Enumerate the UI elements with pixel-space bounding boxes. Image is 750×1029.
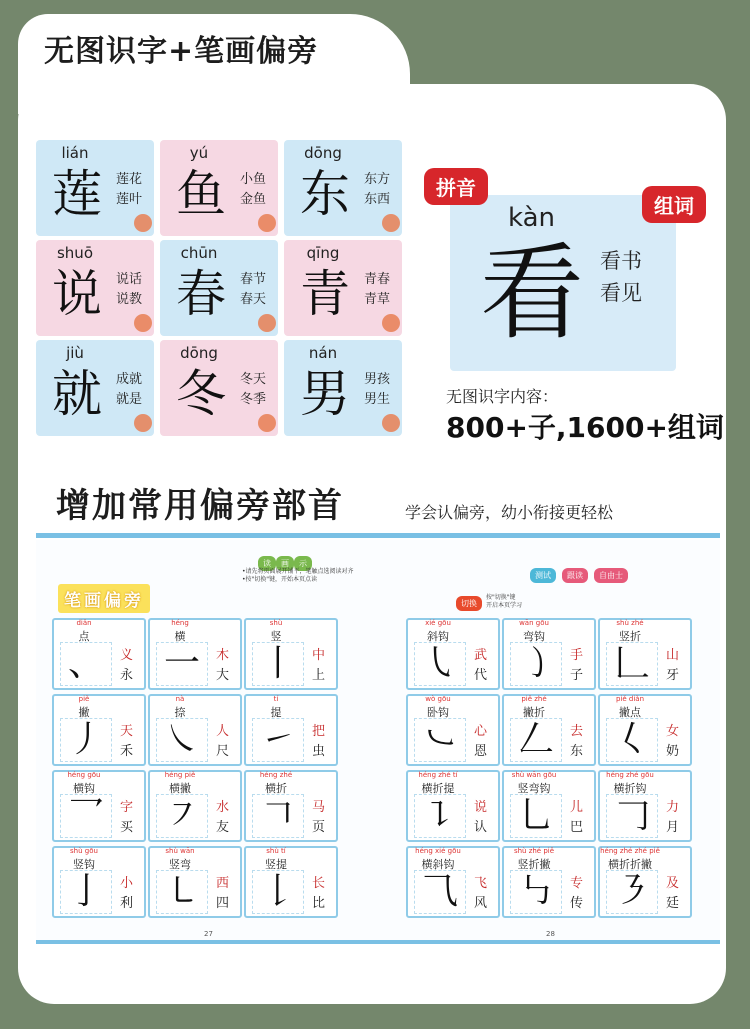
tile-character: 就 [52, 365, 102, 423]
stroke-cell [502, 846, 596, 918]
section-subheading: 学会认偏旁，幼小衔接更轻松 [405, 503, 614, 522]
stroke-example-1: 中 [312, 648, 326, 663]
stroke-glyph: ⺄ [414, 870, 466, 914]
stroke-name: 竖折 [619, 630, 641, 643]
stroke-pinyin: héng gōu [67, 771, 101, 779]
stroke-pinyin: héng zhé [259, 771, 293, 779]
tile-word-2: 春天 [240, 292, 267, 307]
stroke-example-1: 长 [312, 876, 326, 891]
speaker-icon [134, 314, 152, 332]
book-spread [36, 540, 720, 940]
left-tab-2: 画 [276, 556, 294, 571]
stroke-pinyin: héng zhé tí [418, 771, 458, 779]
tile-character: 莲 [52, 165, 102, 223]
stroke-name: 卧钩 [427, 706, 449, 719]
character-tile [284, 340, 402, 436]
stroke-glyph: ㇊ [414, 794, 466, 838]
stroke-example-2: 子 [570, 668, 584, 683]
tile-pinyin: dōng [180, 344, 218, 362]
stroke-example-2: 巴 [570, 820, 584, 835]
stroke-example-1: 西 [216, 876, 230, 891]
tile-word-2: 东西 [364, 192, 391, 207]
stroke-example-1: 马 [312, 800, 326, 815]
stroke-glyph: 丿 [60, 718, 112, 762]
stroke-pinyin: shù wān gōu [511, 771, 557, 779]
stroke-glyph: ㇂ [414, 642, 466, 686]
tile-word-1: 东方 [364, 172, 391, 187]
stroke-name: 横撇 [169, 782, 191, 795]
stroke-name: 斜钩 [427, 630, 449, 643]
stroke-example-2: 永 [120, 668, 134, 683]
pinyin-tag: 拼音 [424, 168, 488, 205]
character-tile [284, 140, 402, 236]
stroke-name: 横折钩 [613, 782, 647, 795]
stroke-glyph: 、 [60, 642, 112, 686]
tile-word-2: 金鱼 [240, 192, 267, 207]
stroke-name: 点 [78, 630, 90, 643]
stroke-glyph: ㇁ [510, 642, 562, 686]
character-tile [284, 240, 402, 336]
tile-character: 男 [300, 365, 350, 423]
stroke-glyph: 𠃋 [510, 718, 562, 762]
stroke-example-1: 武 [474, 648, 488, 663]
stroke-pinyin: héng [171, 619, 189, 627]
words-tag: 组词 [642, 186, 706, 223]
right-tab-free: 自由士 [594, 568, 628, 583]
stroke-example-1: 飞 [474, 876, 488, 891]
stroke-pinyin: héng zhé gōu [606, 771, 654, 779]
stroke-example-2: 月 [666, 820, 680, 835]
stroke-name: 竖折撇 [517, 858, 551, 871]
stroke-name: 横折折撇 [608, 858, 652, 871]
stroke-example-1: 水 [216, 800, 230, 815]
tile-word-1: 说话 [116, 272, 143, 287]
stroke-pinyin: piě diǎn [615, 695, 645, 703]
stroke-example-1: 小 [120, 876, 134, 891]
stroke-cell [148, 846, 242, 918]
stroke-example-1: 儿 [570, 800, 584, 815]
featured-character-card [450, 195, 676, 371]
stroke-glyph: 𠄌 [252, 870, 304, 914]
stroke-name: 横折 [265, 782, 287, 795]
left-tab-3: 示 [294, 556, 312, 571]
speaker-icon [382, 214, 400, 232]
tile-character: 冬 [176, 365, 226, 423]
tile-word-1: 小鱼 [240, 172, 267, 187]
stroke-name: 撇折 [523, 706, 545, 719]
speaker-icon [258, 414, 276, 432]
stroke-name: 竖弯钩 [517, 782, 551, 795]
left-page [36, 540, 378, 940]
stroke-pinyin: shù [269, 619, 283, 627]
stroke-pinyin: nà [175, 695, 185, 703]
stroke-glyph: ㇃ [414, 718, 466, 762]
stroke-glyph: ㇏ [156, 718, 208, 762]
page-title: 无图识字+笔画偏旁 [44, 34, 319, 69]
tile-character: 说 [52, 265, 102, 323]
featured-character: 看 [480, 232, 585, 354]
right-page [382, 540, 720, 940]
stroke-example-1: 木 [216, 648, 230, 663]
character-tile [160, 340, 278, 436]
stroke-example-2: 大 [216, 668, 230, 683]
stroke-glyph: 一 [156, 642, 208, 686]
info-label: 无图识字内容： [446, 387, 559, 406]
stroke-name: 弯钩 [523, 630, 545, 643]
stroke-pinyin: shù zhé [616, 619, 644, 627]
stroke-glyph: 丨 [252, 642, 304, 686]
tile-word-1: 冬天 [240, 372, 267, 387]
stroke-pinyin: wò gōu [425, 695, 451, 703]
stroke-example-1: 专 [570, 876, 584, 891]
stroke-example-2: 代 [474, 668, 488, 683]
stroke-example-1: 把 [312, 724, 326, 739]
stroke-pinyin: wān gōu [519, 619, 549, 627]
stroke-example-1: 手 [570, 648, 584, 663]
stroke-example-1: 天 [120, 724, 134, 739]
stroke-name: 竖弯 [169, 858, 191, 871]
stroke-glyph: 𠃍 [252, 794, 304, 838]
tile-character: 青 [300, 265, 350, 323]
stroke-name: 撇点 [619, 706, 641, 719]
stroke-glyph: 𠃌 [606, 794, 658, 838]
right-tab-follow: 跟读 [562, 568, 588, 583]
stroke-example-1: 女 [666, 724, 680, 739]
tile-word-2: 莲叶 [116, 192, 143, 207]
featured-word-2: 看见 [600, 281, 642, 305]
tile-word-1: 青春 [364, 272, 391, 287]
stroke-example-1: 及 [666, 876, 680, 891]
stroke-pinyin: shù gōu [70, 847, 98, 855]
tile-pinyin: jiù [66, 344, 84, 362]
stroke-cell [244, 694, 338, 766]
tile-pinyin: dōng [304, 144, 342, 162]
tile-character: 东 [300, 165, 350, 223]
stroke-cell [406, 846, 500, 918]
stroke-name: 横钩 [73, 782, 95, 795]
stroke-glyph: ㇄ [156, 870, 208, 914]
stroke-glyph: ㇋ [606, 870, 658, 914]
stroke-example-1: 山 [666, 648, 680, 663]
stroke-example-2: 认 [474, 820, 488, 835]
tile-word-2: 说教 [116, 292, 143, 307]
stroke-cell [406, 618, 500, 690]
stroke-pinyin: xié gōu [425, 619, 451, 627]
character-tile [36, 140, 154, 236]
stroke-example-2: 恩 [474, 744, 488, 759]
stroke-glyph: 亅 [60, 870, 112, 914]
stroke-cell [598, 846, 692, 918]
stroke-cell [148, 618, 242, 690]
stroke-example-2: 东 [570, 744, 584, 759]
stroke-cell [598, 618, 692, 690]
left-page-note: •请先将页面展开铺平，笔触点选阅读对齐 •按"切换"键，开始本页点读 [242, 568, 354, 583]
tile-pinyin: lián [61, 144, 89, 162]
speaker-icon [382, 414, 400, 432]
stroke-example-2: 页 [312, 820, 326, 835]
stroke-cell [244, 846, 338, 918]
stroke-example-2: 买 [120, 820, 134, 835]
stroke-pinyin: tí [273, 695, 279, 703]
stroke-cell [244, 770, 338, 842]
stroke-example-2: 上 [312, 668, 326, 683]
character-tile [160, 240, 278, 336]
stroke-name: 横折提 [421, 782, 455, 795]
right-page-note: 按"切换"键 开启本页学习 [486, 594, 523, 609]
character-grid [36, 140, 406, 438]
stroke-example-2: 禾 [120, 744, 134, 759]
featured-word-1: 看书 [600, 249, 642, 273]
stroke-pinyin: piě [78, 695, 90, 703]
character-tile [160, 140, 278, 236]
stroke-example-2: 风 [474, 896, 488, 911]
right-tab-test: 测试 [530, 568, 556, 583]
tile-word-1: 成就 [116, 372, 143, 387]
tile-character: 春 [176, 265, 226, 323]
stroke-example-1: 说 [474, 800, 488, 815]
stroke-name: 竖 [270, 630, 282, 643]
speaker-icon [258, 214, 276, 232]
stroke-example-2: 利 [120, 896, 134, 911]
speaker-icon [382, 314, 400, 332]
strokes-label: 笔画偏旁 [58, 584, 150, 613]
stroke-cell [148, 770, 242, 842]
stroke-cell [52, 846, 146, 918]
stroke-example-2: 比 [312, 896, 326, 911]
right-page-number: 28 [546, 930, 555, 938]
stroke-name: 横 [174, 630, 186, 643]
stroke-example-2: 虫 [312, 744, 326, 759]
stroke-cell [148, 694, 242, 766]
stroke-glyph: 𡿨 [606, 718, 658, 762]
stroke-example-1: 字 [120, 800, 134, 815]
stroke-example-2: 奶 [666, 744, 680, 759]
stroke-pinyin: shù zhé piě [513, 847, 555, 855]
stroke-pinyin: piě zhé [521, 695, 547, 703]
stroke-cell [406, 770, 500, 842]
stroke-glyph: ㇉ [510, 870, 562, 914]
speaker-icon [134, 414, 152, 432]
stroke-cell [502, 694, 596, 766]
speaker-icon [258, 314, 276, 332]
stroke-name: 撇 [78, 706, 90, 719]
stroke-cell [502, 618, 596, 690]
tile-word-2: 冬季 [240, 392, 267, 407]
stroke-cell [406, 694, 500, 766]
stroke-glyph: ㇇ [156, 794, 208, 838]
stroke-name: 捺 [174, 706, 186, 719]
stroke-example-1: 心 [474, 724, 488, 739]
character-tile [36, 340, 154, 436]
stroke-example-1: 去 [570, 724, 584, 739]
stroke-pinyin: shù tí [266, 847, 286, 855]
left-page-number: 27 [204, 930, 213, 938]
stroke-example-2: 尺 [216, 744, 230, 759]
tile-pinyin: nán [308, 344, 338, 362]
tile-word-2: 就是 [116, 392, 143, 407]
stroke-glyph: 乚 [510, 794, 562, 838]
stroke-cell [502, 770, 596, 842]
stroke-name: 提 [270, 706, 282, 719]
stroke-cell [52, 770, 146, 842]
stroke-example-2: 友 [216, 820, 230, 835]
stroke-example-2: 传 [570, 896, 584, 911]
tile-pinyin: yú [189, 144, 209, 162]
section-heading: 增加常用偏旁部首 [56, 486, 344, 526]
stroke-example-2: 四 [216, 896, 230, 911]
featured-pinyin: kàn [508, 203, 556, 233]
stroke-example-1: 义 [120, 648, 134, 663]
stroke-cell [598, 770, 692, 842]
stroke-example-1: 人 [216, 724, 230, 739]
speaker-icon [134, 214, 152, 232]
switch-button-icon: 切换 [456, 596, 482, 611]
stroke-pinyin: diǎn [76, 619, 92, 627]
stroke-cell [244, 618, 338, 690]
tile-word-2: 青草 [364, 292, 391, 307]
tile-word-2: 男生 [364, 392, 391, 407]
tile-word-1: 男孩 [364, 372, 391, 387]
stroke-name: 竖钩 [73, 858, 95, 871]
tile-pinyin: chūn [180, 244, 218, 262]
stroke-pinyin: héng zhé zhé piě [600, 847, 660, 855]
bottom-divider [36, 940, 720, 944]
tile-word-1: 莲花 [116, 172, 143, 187]
top-divider [36, 533, 720, 538]
stroke-glyph: 乛 [60, 794, 112, 838]
tile-pinyin: qīng [306, 244, 340, 262]
stroke-example-2: 牙 [666, 668, 680, 683]
stroke-pinyin: héng piě [164, 771, 196, 779]
stroke-glyph: 𠃊 [606, 642, 658, 686]
info-count: 800+子,1600+组词 [446, 411, 724, 444]
stroke-example-1: 力 [666, 800, 680, 815]
stroke-pinyin: shù wān [165, 847, 195, 855]
stroke-example-2: 廷 [666, 896, 680, 911]
tile-character: 鱼 [176, 165, 226, 223]
stroke-pinyin: héng xié gōu [415, 847, 461, 855]
stroke-cell [52, 618, 146, 690]
stroke-name: 竖提 [265, 858, 287, 871]
character-tile [36, 240, 154, 336]
tile-pinyin: shuō [56, 244, 93, 262]
stroke-name: 横斜钩 [421, 858, 455, 871]
stroke-glyph: ㇀ [252, 718, 304, 762]
tile-word-1: 春节 [240, 272, 267, 287]
left-tab-1: 读 [258, 556, 276, 571]
stroke-cell [52, 694, 146, 766]
stroke-cell [598, 694, 692, 766]
